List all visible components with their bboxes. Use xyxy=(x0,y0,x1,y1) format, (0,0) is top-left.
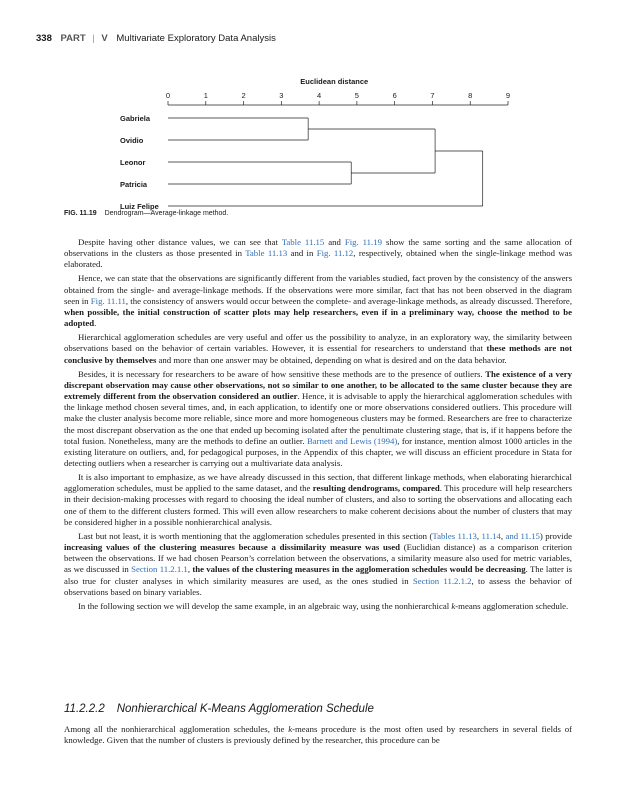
tick-label: 1 xyxy=(203,91,208,100)
tick-label: 2 xyxy=(241,91,246,100)
paragraph: In the following section we will develop the same example, in an algebraic way, using the nonhierarchical k-means agglomeration schedule. xyxy=(78,600,569,611)
section-link[interactable]: Section 11.2.1.2 xyxy=(412,575,472,586)
section-body-text xyxy=(64,724,572,746)
tick-label: 5 xyxy=(354,91,359,100)
figure-id: FIG. 11.19 xyxy=(64,210,97,217)
table-link[interactable]: Table 11.13 xyxy=(245,248,288,259)
table-link[interactable]: Table 11.15 xyxy=(281,237,325,247)
tick-label: 7 xyxy=(430,91,435,100)
header-separator: | xyxy=(92,33,95,44)
figure-link[interactable]: Fig. 11.12 xyxy=(316,248,354,259)
citation-link[interactable]: Barnett and Lewis (1994) xyxy=(306,435,398,446)
tick-label: 9 xyxy=(505,91,511,100)
dendrogram-figure xyxy=(0,0,625,215)
tick-label: 8 xyxy=(468,91,473,100)
paragraph: Last but not least, it is worth mentioning that the agglomeration schedules presented in this section (Tables 11.13, 11.14, and 11.15) provide increasing values of the clustering measures because a dissimilarity measure was used (Euclidian distance) as a comparison criterion between the observations. If we had chosen Pearson’s correlation between the observations, a similarity measure also used for metric variables, as we discussed in Section 11.2.1.1, the values of the clustering measures in the agglomeration schedules would be decreasing. The latter is also true for cluster analyses in which similarity measures are used, as the ones studied in Section 11.2.1.2, to assess the behavior of observations based on binary variables. xyxy=(64,530,573,597)
tick-label: 4 xyxy=(317,91,322,100)
table-link[interactable]: and 11.15 xyxy=(505,530,540,541)
tick-label: 3 xyxy=(279,91,284,100)
tick-label: 0 xyxy=(165,91,171,100)
page-number: 338 xyxy=(36,33,52,44)
leaf-label: Leonor xyxy=(120,158,146,167)
section-title: Nonhierarchical K-Means Agglomeration Schedule xyxy=(116,703,374,715)
paragraph: Among all the nonhierarchical agglomeration schedules, the k-means procedure is the most often used by researchers in several fields of knowledge. Given that the number of clusters is previously defined by the researcher, this procedure can be xyxy=(64,724,572,746)
leaf-label: Gabriela xyxy=(120,114,151,123)
section-link[interactable]: Section 11.2.1.1 xyxy=(131,564,188,575)
figure-caption-text: Dendrogram—Average-linkage method. xyxy=(104,210,229,217)
paragraph: Despite having other distance values, we can see that Table 11.15 and Fig. 11.19 show the same sorting and the same allocation of observations in the clusters as those presented in Table 11.13 and in Fig. 11.12, respectively, obtained when the single-linkage method was elaborated. xyxy=(64,237,573,270)
body-text xyxy=(64,237,572,612)
part-number: V xyxy=(101,33,108,44)
running-title: Multivariate Exploratory Data Analysis xyxy=(116,33,276,44)
paragraph: Hierarchical agglomeration schedules are very useful and offer us the possibility to analyze, in an exploratory way, the similarity between observations based on the behavior of certain variables. However, it is essential for researchers to understand that these methods are not conclusive by themselves and more than one answer may be obtained, depending on what is desired and on the data behavior. xyxy=(64,332,572,365)
table-link[interactable]: Tables 11.13 xyxy=(432,530,477,541)
figure-link[interactable]: Fig. 11.11 xyxy=(90,295,126,306)
section-number: 11.2.2.2 xyxy=(64,703,105,715)
paragraph: It is also important to emphasize, as we have already discussed in this section, that different linkage methods, when elaborating hierarchical agglomeration schedules, must be applied to the same dataset, and the resulting dendrograms, compared. This procedure will help researchers in their decision-making processes with regard to choosing the ideal number of clusters, and also to sorting the observations and allocating each one of them to the different clusters formed. This will even allow researchers to make coherent decisions about the number of clusters that may be considered higher in a possible nonhierarchical analysis. xyxy=(64,472,572,527)
figure-link[interactable]: Fig. 11.19 xyxy=(344,237,382,247)
paragraph: Besides, it is necessary for researchers to be aware of how sensitive these methods are to the presence of outliers. The existence of a very discrepant observation may cause other observations, not so similar to one another, to be allocated to the same cluster because they are extremely different from the observation considered an outlier. Hence, it is advisable to apply the hierarchical agglomeration schedules with the linkage method chosen several times, and, in each application, to identify one or more observations considered outliers. This procedure will make the cluster analysis become more reliable, since more and more homogeneous clusters may be formed. Researchers are free to characterize the most discrepant observation as the one that ended up becoming isolated after the penultimate clustering stage, that is, if it happens before the total fusion. Nonetheless, many are the methods to define an outlier. Barnett and Lewis (1994), for instance, mention almost 1000 articles in the existing literature on outliers, and, for pedagogical purposes, in the Appendix of this chapter, we will discuss an efficient procedure in Stata for detecting outliers when a researcher is carrying out a multivariate data analysis. xyxy=(64,368,572,468)
paragraph: Hence, we can state that the observations are significantly different from the variables studied, fact proven by the consistency of the answers obtained from the single- and average-linkage methods. If the observations were more similar, fact that has not been observed in the diagram seen in Fig. 11.11, the consistency of answers would occur between the complete- and average-linkage methods, as already discussed. Therefore, when possible, the initial construction of scatter plots may help researchers, even if in a preliminary way, choose the method to be adopted. xyxy=(64,273,573,329)
section-heading xyxy=(64,703,374,715)
leaf-label: Patricia xyxy=(120,180,148,189)
table-link[interactable]: 11.14 xyxy=(481,530,501,541)
figure-caption xyxy=(64,210,228,217)
part-label: PART xyxy=(60,33,86,44)
leaf-label: Luiz Felipe xyxy=(120,202,159,211)
axis-title: Euclidean distance xyxy=(300,77,369,86)
tick-label: 6 xyxy=(392,91,397,100)
leaf-label: Ovidio xyxy=(120,136,144,145)
